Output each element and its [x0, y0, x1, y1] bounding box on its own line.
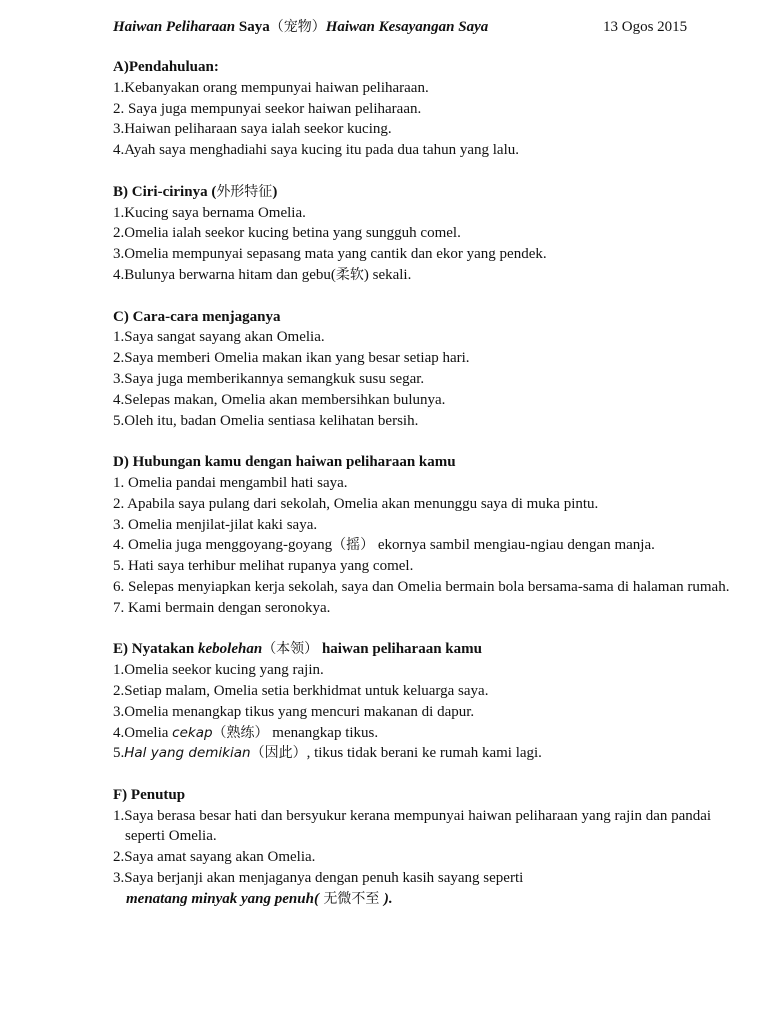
section-e-item-4-pre: 4.Omelia: [113, 724, 173, 741]
section-a-heading: A)Pendahuluan:: [113, 59, 219, 75]
section-d-item-4-post: ekornya sambil mengiau-ngiau dengan manja.: [377, 537, 655, 554]
section-e-heading-italic: kebolehan: [198, 641, 263, 658]
section-c-item: 1.Saya sangat sayang akan Omelia.: [113, 329, 325, 346]
section-a-item: 1.Kebanyakan orang mempunyai haiwan peliharaan.: [113, 79, 429, 96]
section-e-heading: [113, 639, 733, 660]
section-b-item: 2.Omelia ialah seekor kucing betina yang sungguh comel.: [113, 225, 461, 242]
section-e: [113, 639, 733, 764]
section-e-heading-cjk: （本领）: [262, 641, 319, 658]
section-f-heading: F) Penutup: [113, 786, 186, 803]
section-b-item-4: [113, 265, 733, 286]
section-e-item-5-num: 5.: [113, 745, 125, 762]
section-e-item-4-cjk: （熟练）: [212, 724, 269, 741]
section-b-heading: [113, 182, 733, 203]
section-d-item-7: 7. Kami bermain dengan seronokya.: [113, 599, 331, 616]
section-e-item-4-italic: cekap: [172, 724, 213, 741]
section-d-item-4-cjk: （摇）: [332, 537, 375, 554]
section-e-item-4-post: menangkap tikus.: [272, 724, 379, 741]
section-e-heading-post: haiwan peliharaan kamu: [321, 641, 482, 658]
document-body: [113, 57, 733, 930]
section-e-item-5: [113, 743, 733, 764]
title-cjk: （宠物）: [269, 19, 326, 35]
section-f-item-2: 2.Saya amat sayang akan Omelia.: [113, 849, 316, 866]
section-c-item: 3.Saya juga memberikannya semangkuk susu segar.: [113, 370, 425, 387]
section-b-item-4-post: ) sekali.: [363, 266, 412, 283]
section-a-item: 3.Haiwan peliharaan saya ialah seekor kucing.: [113, 121, 392, 138]
section-b-item: 1.Kucing saya bernama Omelia.: [113, 204, 306, 221]
section-d-item-4-pre: 4. Omelia juga menggoyang-goyang: [113, 537, 333, 554]
title-part3: Haiwan Kesayangan Saya: [325, 19, 489, 35]
section-e-item-1: 1.Omelia seekor kucing yang rajin.: [113, 662, 324, 679]
section-c: [113, 307, 733, 432]
section-b-item: 3.Omelia mempunyai sepasang mata yang cantik dan ekor yang pendek.: [113, 246, 547, 263]
section-d-item-3: 3. Omelia menjilat-jilat kaki saya.: [113, 516, 318, 533]
section-f-item-1: 1.Saya berasa besar hati dan bersyukur kerana mempunyai haiwan peliharaan yang rajin dan pandai seperti Omelia.: [113, 807, 712, 845]
section-d-item-4: [113, 535, 733, 556]
section-b-item-4-cjk: 柔软: [335, 266, 364, 283]
document-date: 13 Ogos 2015: [603, 19, 688, 35]
section-a-item: 2. Saya juga mempunyai seekor haiwan peliharaan.: [113, 100, 422, 117]
section-e-item-5-post: , tikus tidak berani ke rumah kami lagi.: [306, 745, 542, 762]
title-part1: Haiwan Peliharaan: [113, 19, 236, 35]
section-b-heading-text: B) Ciri-cirinya (: [113, 183, 217, 200]
section-e-item-3: 3.Omelia menangkap tikus yang mencuri makanan di dapur.: [113, 703, 475, 720]
section-c-item: 4.Selepas makan, Omelia akan membersihkan bulunya.: [113, 391, 446, 408]
section-d: [113, 452, 733, 618]
section-d-item-6: 6. Selepas menyiapkan kerja sekolah, saya dan Omelia bermain bola bersama-sama di halaman rumah.: [113, 578, 730, 595]
section-e-item-4: [113, 723, 733, 744]
section-b: [113, 182, 733, 286]
section-f-item-3-end: ).: [383, 890, 393, 907]
document-header: [113, 17, 733, 39]
section-b-heading-end: ): [272, 183, 278, 200]
title-part2: Saya: [238, 19, 270, 35]
section-c-item: 5.Oleh itu, badan Omelia sentiasa kelihatan bersih.: [113, 412, 419, 429]
section-c-heading: C) Cara-cara menjaganya: [113, 308, 281, 325]
section-f-item-3-cjk: 无微不至: [318, 890, 384, 907]
section-d-item-2: 2. Apabila saya pulang dari sekolah, Omelia akan menunggu saya di muka pintu.: [113, 495, 599, 512]
section-f-item-3-cont: [113, 889, 733, 910]
section-e-heading-pre: E) Nyatakan: [113, 641, 199, 658]
section-b-heading-cjk: 外形特征: [216, 183, 273, 200]
section-e-item-5-cjk: （因此）: [250, 745, 307, 762]
section-d-heading: D) Hubungan kamu dengan haiwan peliharaan kamu: [113, 454, 456, 471]
section-f-item-3-bold-italic: menatang minyak yang penuh(: [126, 890, 319, 907]
section-e-item-2: 2.Setiap malam, Omelia setia berkhidmat untuk keluarga saya.: [113, 682, 489, 699]
section-b-item-4-pre: 4.Bulunya berwarna hitam dan gebu(: [113, 266, 336, 283]
section-a-item: 4.Ayah saya menghadiahi saya kucing itu pada dua tahun yang lalu.: [113, 142, 520, 159]
section-f: [113, 785, 733, 910]
section-d-item-1: 1. Omelia pandai mengambil hati saya.: [113, 474, 348, 491]
section-c-item: 2.Saya memberi Omelia makan ikan yang besar setiap hari.: [113, 350, 470, 367]
section-e-item-5-italic: Hal yang demikian: [124, 745, 251, 762]
section-a: [113, 57, 733, 161]
section-f-item-3: 3.Saya berjanji akan menjaganya dengan penuh kasih sayang seperti: [113, 870, 524, 887]
section-d-item-5: 5. Hati saya terhibur melihat rupanya yang comel.: [113, 558, 414, 575]
